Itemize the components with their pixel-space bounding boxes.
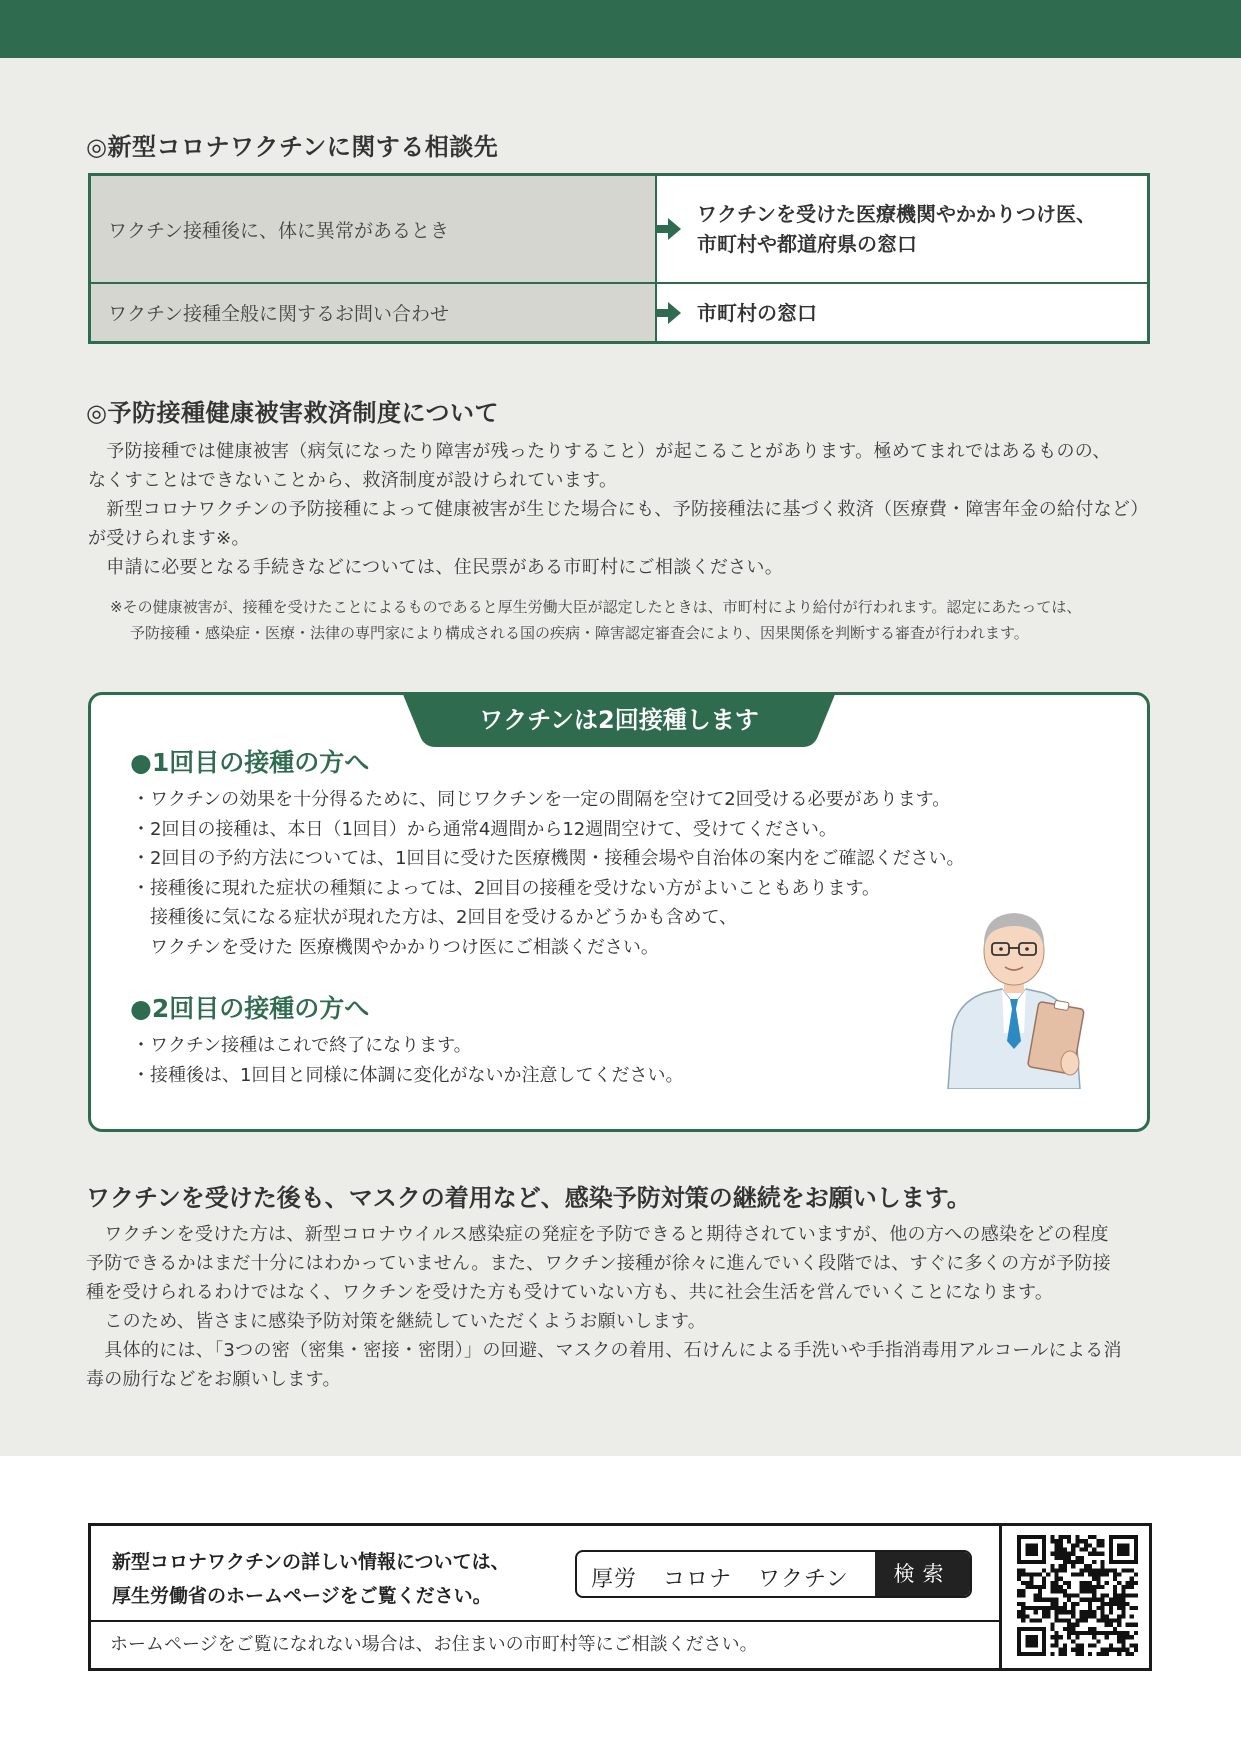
footer-info-text (112, 1545, 510, 1613)
advice-line: ワクチンを受けた方は、新型コロナウイルス感染症の発症を予防できると期待されていますが、他の方への感染をどの程度 (86, 1224, 1109, 1245)
advice-line: 予防できるかはまだ十分にはわかっていません。また、ワクチン接種が徐々に進んでいく段階では、すぐに多くの方が予防接 (86, 1253, 1111, 1274)
arrow-right-icon (655, 302, 681, 324)
consult-answer (657, 284, 1147, 341)
consult-question: ワクチン接種全般に関するお問い合わせ (91, 284, 657, 341)
arrow-right-icon (655, 218, 681, 240)
consult-answer-line: ワクチンを受けた医療機関やかかりつけ医、 (697, 202, 1096, 226)
top-brand-bar (0, 0, 1241, 58)
list-item: ワクチンを受けた 医療機関やかかりつけ医にご相談ください。 (132, 936, 659, 958)
relief-note-line: ※その健康被害が、接種を受けたことによるものであると厚生労働大臣が認定したときは、市町村により給付が行われます。認定にあたっては、 (110, 598, 1082, 616)
relief-note-line: 予防接種・感染症・医療・法律の専門家により構成される国の疾病・障害認定審査会により、因果関係を判断する審査が行われます。 (130, 624, 1029, 642)
list-item: ・ワクチン接種はこれで終了になります。 (132, 1035, 472, 1056)
relief-line: 予防接種では健康被害（病気になったり障害が残ったりすること）が起こることがあります。極めてまれではあるものの、 (88, 441, 1111, 462)
second-dose-heading: ●2回目の接種の方へ (130, 994, 370, 1023)
advice-body (86, 1220, 1122, 1394)
consult-question: ワクチン接種後に、体に異常があるとき (91, 176, 657, 282)
consult-answer-line: 市町村や都道府県の窓口 (697, 232, 917, 256)
footer-divider (999, 1523, 1002, 1671)
list-item: ・接種後に現れた症状の種類によっては、2回目の接種を受けない方がよいこともあります。 (132, 877, 881, 899)
consult-answer (657, 176, 1147, 282)
doctor-illustration (944, 893, 1090, 1089)
advice-title: ワクチンを受けた後も、マスクの着用など、感染予防対策の継続をお願いします。 (86, 1184, 971, 1212)
consult-section-title: ◎新型コロナワクチンに関する相談先 (86, 133, 499, 161)
footer-divider (88, 1620, 1001, 1622)
list-item: 接種後に気になる症状が現れた方は、2回目を受けるかどうかも含めて、 (132, 907, 738, 928)
relief-note (110, 594, 1081, 646)
consult-answer-line: 市町村の窓口 (697, 300, 817, 325)
advice-line: このため、皆さまに感染予防対策を継続していただくようお願いします。 (86, 1311, 707, 1332)
search-terms: 厚労 コロナ ワクチン (591, 1567, 849, 1592)
search-button[interactable]: 検索 (875, 1552, 970, 1596)
relief-line: なくすことはできないことから、救済制度が設けられています。 (88, 470, 618, 491)
list-item: ・2回目の接種は、本日（1回目）から通常4週間から12週間空けて、受けてください。 (132, 818, 837, 840)
footer-info-line: 厚生労働省のホームページをご覧ください。 (112, 1585, 492, 1607)
vaccine-tab-label: ワクチンは2回接種します (479, 706, 759, 734)
consult-row (91, 176, 1147, 284)
advice-line: 種を受けられるわけではなく、ワクチンを受けた方も受けていない方も、共に社会生活を営んでいくことになります。 (86, 1282, 1054, 1303)
footer-info-line: 新型コロナワクチンの詳しい情報については、 (112, 1551, 510, 1573)
first-dose-list (132, 785, 965, 962)
relief-section-title: ◎予防接種健康被害救済制度について (86, 399, 499, 427)
qr-code[interactable] (1017, 1535, 1138, 1656)
advice-line: 具体的には、「3つの密（密集・密接・密閉）」の回避、マスクの着用、石けんによる手洗いや手指消毒用アルコールによる消 (86, 1340, 1122, 1361)
consult-row (91, 284, 1147, 341)
first-dose-heading: ●1回目の接種の方へ (130, 748, 370, 777)
search-box[interactable] (575, 1550, 972, 1598)
list-item: ・2回目の予約方法については、1回目に受けた医療機関・接種会場や自治体の案内をご確認ください。 (132, 848, 965, 869)
footer-note: ホームページをご覧になれない場合は、お住まいの市町村等にご相談ください。 (110, 1634, 758, 1655)
advice-line: 毒の励行などをお願いします。 (86, 1369, 341, 1390)
consult-table (88, 173, 1150, 344)
relief-body (88, 437, 1149, 582)
list-item: ・接種後は、1回目と同様に体調に変化がないか注意してください。 (132, 1064, 684, 1086)
relief-line: 新型コロナワクチンの予防接種によって健康被害が生じた場合にも、予防接種法に基づく救済（医療費・障害年金の給付など） (88, 499, 1149, 520)
relief-line: が受けられます※。 (88, 528, 250, 549)
second-dose-list (132, 1031, 683, 1090)
relief-line: 申請に必要となる手続きなどについては、住民票がある市町村にご相談ください。 (88, 557, 784, 578)
list-item: ・ワクチンの効果を十分得るために、同じワクチンを一定の間隔を空けて2回受ける必要があります。 (132, 789, 951, 810)
